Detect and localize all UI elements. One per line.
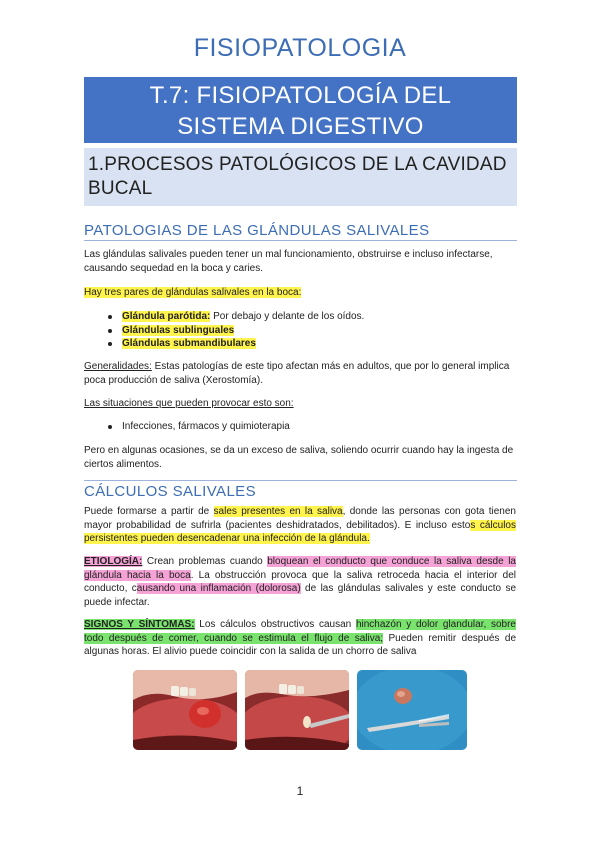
item-label: Glándulas sublinguales [122,324,235,336]
text: Los cálculos obstructivos causan [194,619,356,630]
photo-strip [133,670,467,750]
text: de las glándulas salivales y este conducto se puede infectar. [84,583,516,608]
highlight-yellow: sales presentes en la saliva [213,506,343,517]
text: . La obstrucción provoca que la saliva retroceda hacia el interior del conducto, c [84,569,516,594]
situaciones-text: Las situaciones que pueden provocar esto son: [84,398,294,409]
photo-extracted-stone [357,670,467,750]
item-label: Glándula parótida: [122,311,211,322]
text: Pueden remitir después de algunas horas. El alivio puede coincidir con la salida de un chorro de saliva [84,632,517,657]
calculos-paragraph [84,505,516,546]
heading-calculos: CÁLCULOS SALIVALES [84,483,256,500]
exceso-paragraph: Pero en algunas ocasiones, se da un exceso de saliva, soliendo ocurrir cuando hay la ingesta de ciertos alimentos. [84,445,514,470]
situaciones-list [108,420,508,434]
text: Crean problemas cuando [142,556,268,567]
heading-rule [84,240,517,241]
signos-paragraph [84,618,516,659]
list-item [108,324,508,338]
photo-mouth-swelling [133,670,237,750]
document-title: FISIOPATOLOGIA [193,34,407,62]
item-text: Por debajo y delante de los oídos. [210,311,365,322]
chapter-title-line2: SISTEMA DIGESTIVO [177,113,424,140]
generalidades-paragraph [84,360,516,387]
heading-rule [84,480,517,481]
item-label: Glándulas submandibulares [122,338,256,349]
photo-stone-extraction [245,670,349,750]
list-item [108,310,508,324]
situaciones-label [84,397,516,411]
highlight-yellow: s cálculos persistentes pueden desencadenar una infección de la glándula. [84,519,516,544]
highlight-pink: ausando una inflamación (dolorosa) [136,583,301,594]
section-title-line1: 1.PROCESOS PATOLÓGICOS DE LA CAVIDAD [88,154,507,175]
signos-label: SIGNOS Y SÍNTOMAS: [84,619,195,630]
generalidades-label: Generalidades: [84,361,152,372]
heading-glandulas: PATOLOGIAS DE LAS GLÁNDULAS SALIVALES [84,222,430,239]
pares-intro [84,286,516,300]
glandulas-list [108,310,508,351]
etiologia-paragraph [84,555,516,609]
text: Puede formarse a partir de [84,506,214,517]
text: , donde las personas con gota tienen mayor probabilidad de sufrirla (pacientes deshidratados, debilitados). E incluso esto [84,506,516,531]
highlight-green: hinchazón y dolor glandular, sobre todo después de comer, cuando se estimula el flujo de saliva; [84,619,516,644]
chapter-title-box [84,77,517,143]
list-item: Infecciones, fármacos y quimioterapia [108,420,508,434]
section-title-line2: BUCAL [88,178,153,199]
page-number: 1 [296,784,304,798]
highlight-yellow: Hay tres pares de glándulas salivales en la boca: [84,287,302,298]
intro-paragraph: Las glándulas salivales pueden tener un mal funcionamiento, obstruirse e incluso infectarse, causando sequedad en la boca y caries. [84,249,493,274]
generalidades-text: Estas patologías de este tipo afectan más en adultos, que por lo general implica poca producción de saliva (Xerostomía). [84,361,510,386]
etiologia-label: ETIOLOGÍA: [84,556,143,567]
chapter-title-line1: T.7: FISIOPATOLOGÍA DEL [149,82,452,109]
section-title-box [84,148,517,206]
list-item [108,337,508,351]
highlight-pink: bloquean el conducto que conduce la saliva desde la glándula hacia la boca [84,556,516,581]
